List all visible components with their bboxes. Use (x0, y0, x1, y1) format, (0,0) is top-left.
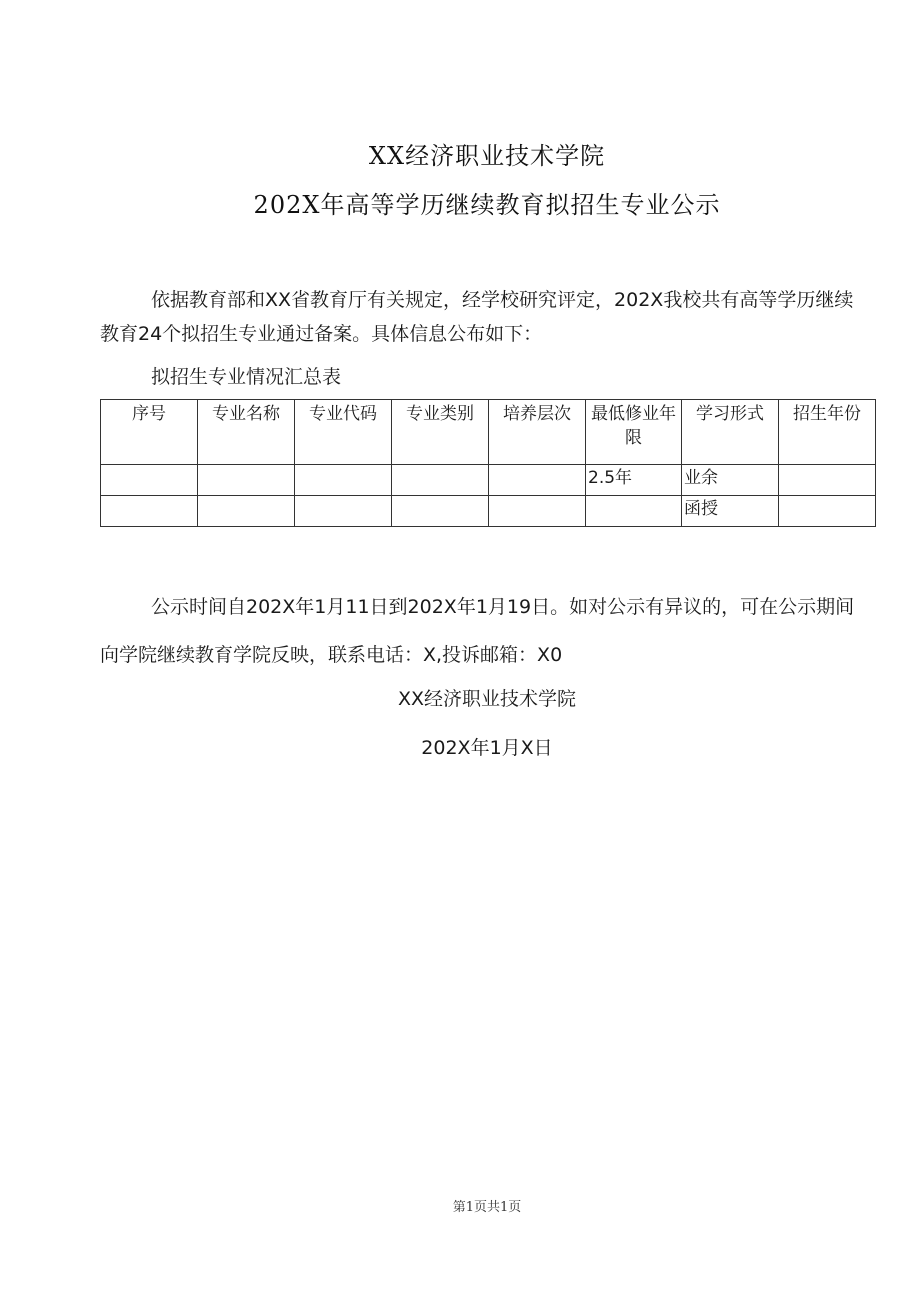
header-cell: 序号 (101, 400, 198, 465)
intro-paragraph: 依据教育部和XX省教育厅有关规定，经学校研究评定，202X我校共有高等学历继续教育24个拟招生专业通过备案。具体信息公布如下： (100, 289, 854, 345)
table-cell (489, 465, 586, 496)
table-caption: 拟招生专业情况汇总表 (151, 366, 342, 388)
table-cell: 函授 (682, 496, 779, 527)
table-cell (198, 496, 295, 527)
table-cell (586, 496, 682, 527)
header-cell: 招生年份 (779, 400, 876, 465)
table-cell (392, 496, 489, 527)
header-cell: 专业名称 (198, 400, 295, 465)
header-cell: 学习形式 (682, 400, 779, 465)
notice-paragraph: 公示时间自202X年1月11日到202X年1月19日。如对公示有异议的，可在公示期间向学院继续教育学院反映，联系电话：X,投诉邮箱：X0 (100, 596, 855, 666)
signature-organization: XX经济职业技术学院 (397, 688, 577, 710)
table-row (101, 496, 876, 527)
header-cell: 最低修业年限 (586, 400, 682, 465)
table-cell (779, 496, 876, 527)
table-cell: 2.5年 (586, 465, 682, 496)
table-row (101, 465, 876, 496)
document-title: XX经济职业技术学院 (368, 142, 606, 170)
document-subtitle: 202X年高等学历继续教育拟招生专业公示 (253, 191, 721, 219)
table-cell (295, 496, 392, 527)
table-cell (489, 496, 586, 527)
table-cell (198, 465, 295, 496)
table-cell (101, 465, 198, 496)
page-footer: 第1页共1页 (452, 1200, 522, 1215)
table-cell (779, 465, 876, 496)
table-cell (101, 496, 198, 527)
table-cell (295, 465, 392, 496)
header-cell: 培养层次 (489, 400, 586, 465)
table-cell (392, 465, 489, 496)
signature-date: 202X年1月X日 (421, 737, 553, 759)
header-cell: 专业类别 (392, 400, 489, 465)
summary-table (100, 399, 876, 527)
table-header-row (101, 400, 876, 465)
table-cell: 业余 (682, 465, 779, 496)
header-cell: 专业代码 (295, 400, 392, 465)
